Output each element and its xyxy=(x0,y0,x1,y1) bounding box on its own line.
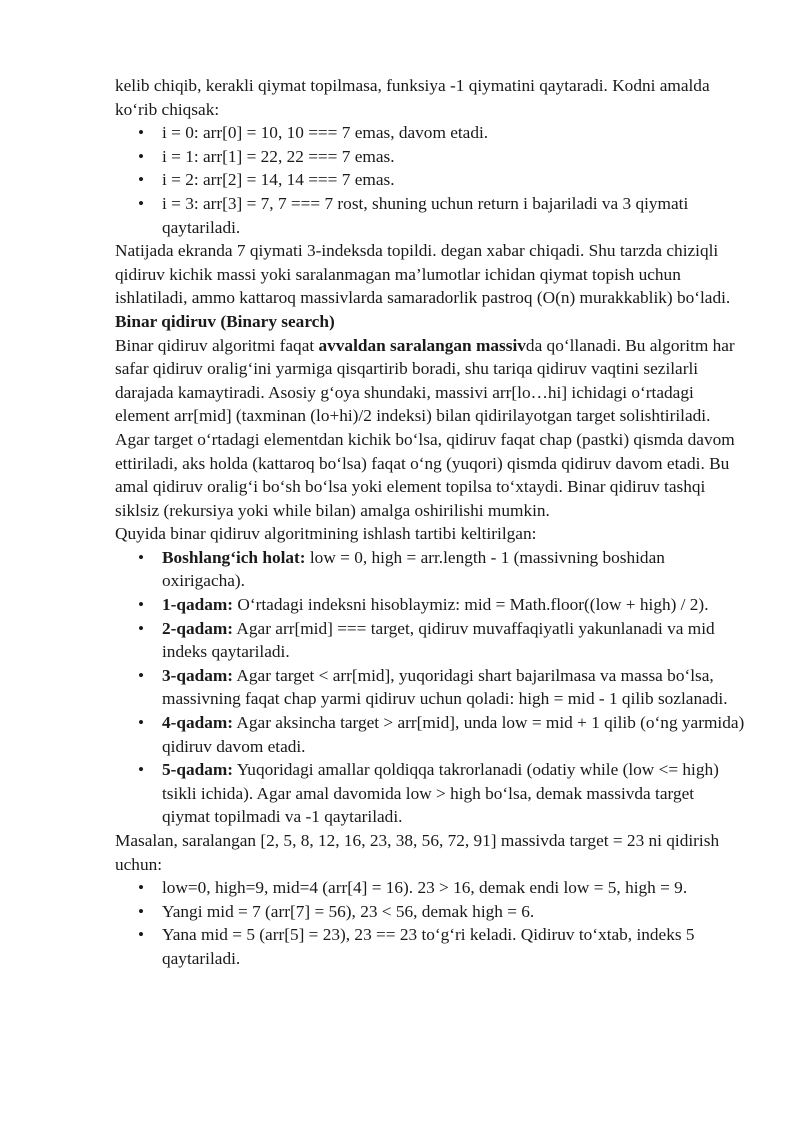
linear-steps-list xyxy=(115,121,745,239)
step-text: Agar arr[mid] === target, qidiruv muvaffaqiyatli yakunlanadi va mid indeks qaytariladi. xyxy=(162,618,715,662)
step-text: Agar aksincha target > arr[mid], unda low = mid + 1 qilib (o‘ng yarmida) qidiruv davom etadi. xyxy=(162,713,745,756)
example-steps-list xyxy=(115,876,745,970)
linear-conclusion-paragraph: Natijada ekranda 7 qiymati 3-indeksda topildi. degan xabar chiqadi. Shu tarzda chiziqli qidiruv kichik massi yoki saralanmagan ma’lumotlar ichidan qiymat topish uchun ishlatiladi, ammo kattaroq massivlarda samaradorlik pastroq (O(n) murakkablik) bo‘ladi. xyxy=(115,241,731,308)
list-item xyxy=(115,617,745,664)
list-item: • i = 1: arr[1] = 22, 22 === 7 emas. xyxy=(115,145,745,169)
list-item: • Yangi mid = 7 (arr[7] = 56), 23 < 56, demak high = 6. xyxy=(115,900,745,924)
intro-paragraph: kelib chiqib, kerakli qiymat topilmasa, funksiya -1 qiymatini qaytaradi. Kodni amalda ko‘rib chiqsak: xyxy=(115,76,710,119)
binary-description-paragraph xyxy=(115,334,745,523)
list-item: • i = 0: arr[0] = 10, 10 === 7 emas, davom etadi. xyxy=(115,121,745,145)
binary-steps-list xyxy=(115,546,745,829)
list-item xyxy=(115,593,745,617)
list-item xyxy=(115,758,745,829)
steps-intro-paragraph: Quyida binar qidiruv algoritmining ishlash tartibi keltirilgan: xyxy=(115,524,537,544)
step-text: Yuqoridagi amallar qoldiqqa takrorlanadi (odatiy while (low <= high) tsikli ichida). Agar amal davomida low > high bo‘lsa, demak massivda target qiymat topilmadi va -1 qaytariladi. xyxy=(162,760,719,827)
example-intro-paragraph: Masalan, saralangan [2, 5, 8, 12, 16, 23, 38, 56, 72, 91] massivda target = 23 ni qidirish uchun: xyxy=(115,831,720,874)
list-item: • i = 3: arr[3] = 7, 7 === 7 rost, shuning uchun return i bajariladi va 3 qiymati qaytariladi. xyxy=(115,192,745,239)
list-item: • low=0, high=9, mid=4 (arr[4] = 16). 23 > 16, demak endi low = 5, high = 9. xyxy=(115,876,745,900)
description-emphasis: avvaldan saralangan massiv xyxy=(318,335,526,355)
step-label: 5-qadam: xyxy=(162,760,234,780)
section-heading: Binar qidiruv (Binary search) xyxy=(115,311,335,331)
description-text: Binar qidiruv algoritmi faqat xyxy=(115,335,319,355)
step-label: 4-qadam: xyxy=(162,713,234,733)
step-label: 1-qadam: xyxy=(162,595,234,615)
list-item xyxy=(115,711,745,758)
step-text: O‘rtadagi indeksni hisoblaymiz: mid = Math.floor((low + high) / 2). xyxy=(233,595,709,615)
list-item: • Yana mid = 5 (arr[5] = 23), 23 == 23 to‘g‘ri keladi. Qidiruv to‘xtab, indeks 5 qaytariladi. xyxy=(115,923,745,970)
document-page xyxy=(115,74,745,971)
list-item xyxy=(115,546,745,593)
step-label: Boshlang‘ich holat: xyxy=(162,547,306,567)
step-label: 3-qadam: xyxy=(162,665,234,685)
list-item: • i = 2: arr[2] = 14, 14 === 7 emas. xyxy=(115,168,745,192)
list-item xyxy=(115,664,745,711)
description-text: da qo‘llanadi. Bu algoritm har safar qidiruv oralig‘ini yarmiga qisqartirib boradi, shu tariqa qidiruv vaqtini sezilarli darajada kamaytiradi. Asosiy g‘oya shundaki, massivi arr[lo…hi] ichidagi o‘rtadagi element arr[mid] (taxminan (lo+hi)/2 indeksi) bilan qidirilayotgan target solishtiriladi. Agar target o‘rtadagi elementdan kichik bo‘lsa, qidiruv faqat chap (pastki) qismda davom ettiriladi, aks holda (kattaroq bo‘lsa) faqat o‘ng (yuqori) qismda qidiruv davom etadi. Bu amal qidiruv oralig‘i bo‘sh bo‘lsa yoki element topilsa to‘xtaydi. Binar qidiruv tashqi siklsiz (rekursiya yoki while bilan) amalga oshirilishi mumkin. xyxy=(115,335,735,520)
step-text: low = 0, high = arr.length - 1 (massivning boshidan oxirigacha). xyxy=(162,547,665,591)
step-label: 2-qadam: xyxy=(162,618,234,638)
step-text: Agar target < arr[mid], yuqoridagi shart bajarilmasa va massa bo‘lsa, massivning faqat chap yarmi qidiruv uchun qoladi: high = mid - 1 qilib sozlanadi. xyxy=(162,665,728,709)
